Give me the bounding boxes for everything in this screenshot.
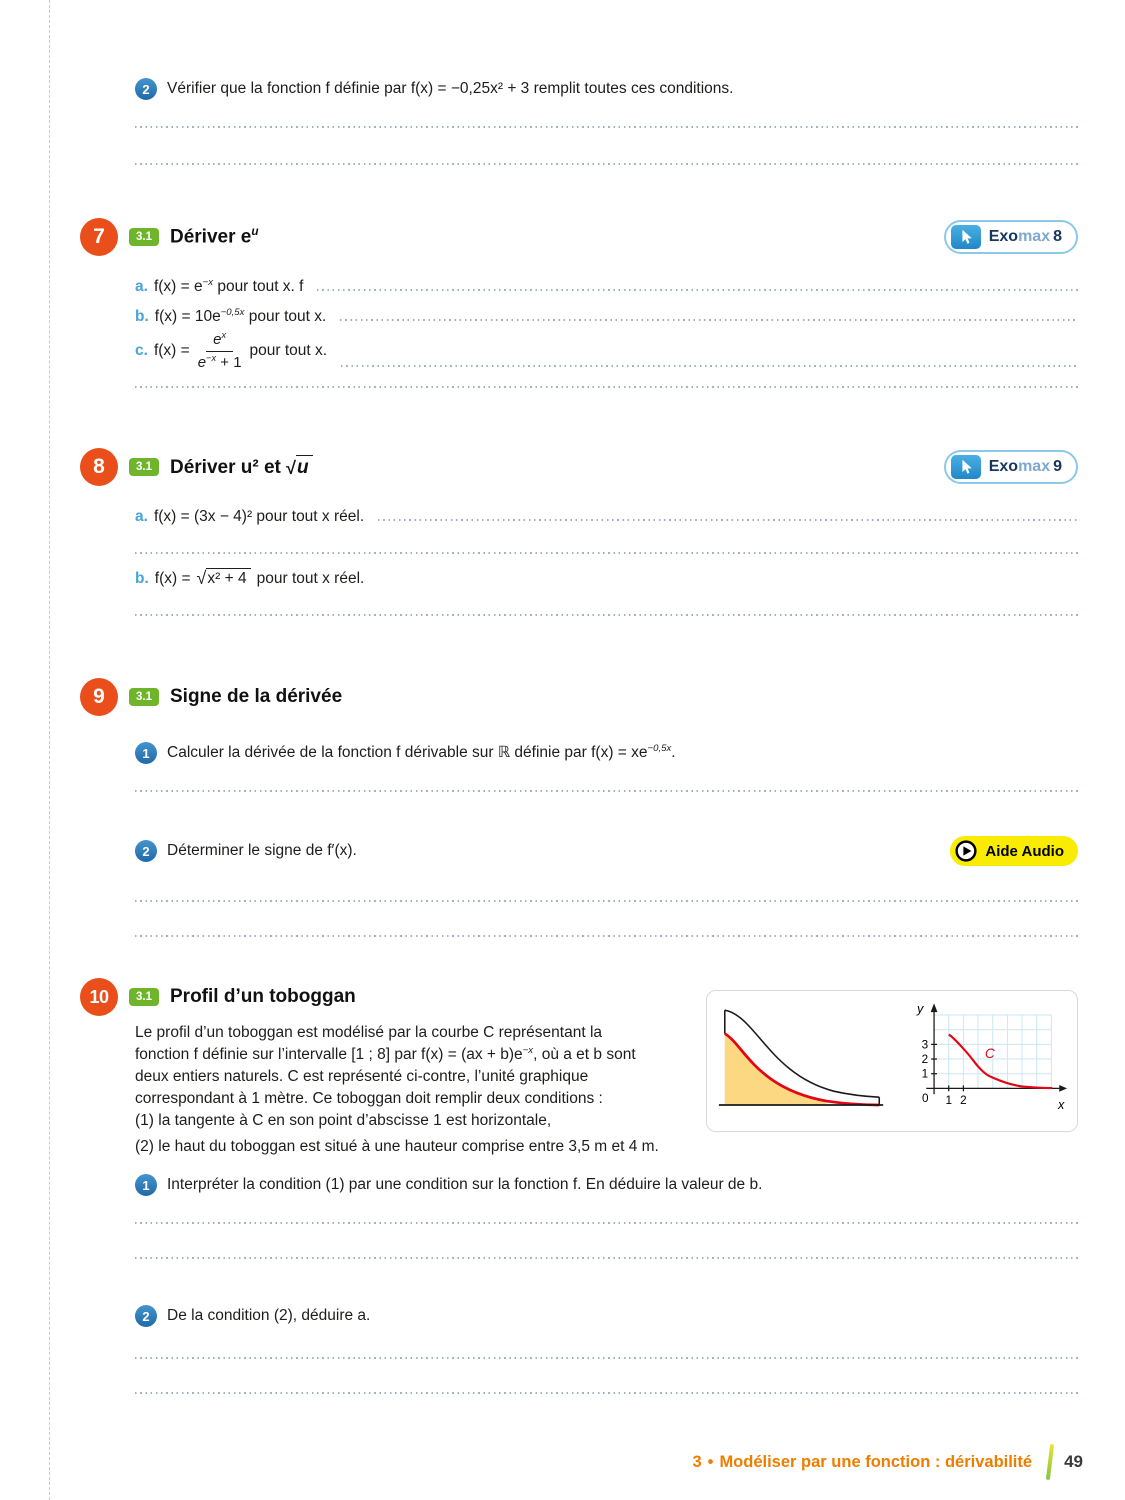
page-footer	[692, 1444, 1083, 1480]
y-tick-3: 3	[921, 1038, 929, 1052]
formula: $f(x) = 10e^{-0,5x}$ pour tout x.	[154, 306, 327, 325]
question-row	[135, 742, 1078, 764]
formula-line-a	[135, 508, 1078, 526]
question-number-bullet: 2	[135, 840, 157, 862]
formula: f(x) = (3x − 4)² pour tout x réel.	[153, 508, 365, 525]
x-tick-1: 1	[945, 1094, 953, 1108]
exercise-title	[170, 225, 259, 248]
question-row	[135, 836, 1078, 866]
item-letter: a.	[135, 278, 148, 295]
page-margin-rule	[49, 0, 50, 1500]
curve-plot	[893, 997, 1069, 1125]
answer-line	[340, 319, 1078, 321]
question-number-bullet: 2	[135, 1305, 157, 1327]
skill-badge: 3.1	[129, 988, 159, 1007]
condition-2: (2) le haut du toboggan est situé à une hauteur comprise entre 3,5 m et 4 m.	[135, 1138, 659, 1155]
formula-line-c	[135, 330, 1078, 372]
exomax-label: Exomax 9	[988, 458, 1062, 475]
exercise-7	[80, 218, 1078, 388]
question-text: Vérifier que la fonction f définie par f(x) = −0,25x² + 3 remplit toutes ces conditions.	[167, 80, 734, 97]
top-question-section	[135, 78, 1078, 165]
answer-line	[135, 1222, 1078, 1224]
footer-chapter-number: 3	[692, 1452, 702, 1471]
exercise-9	[80, 678, 1078, 937]
answer-line	[135, 386, 1078, 388]
fraction-numerator: $e^x$	[206, 330, 233, 352]
x-axis-label: x	[1058, 1097, 1065, 1112]
answer-line	[135, 790, 1078, 792]
exomax-button[interactable]	[944, 220, 1078, 254]
answer-line	[135, 614, 1078, 616]
title-sqrt: √ u	[286, 455, 313, 479]
item-letter: c.	[135, 342, 148, 359]
answer-line	[341, 365, 1078, 367]
answer-line	[135, 163, 1078, 165]
formula-line-b	[135, 308, 1078, 326]
exercise-title-sup: u	[251, 225, 259, 239]
answer-line	[135, 900, 1078, 902]
answer-line	[135, 126, 1078, 128]
exercise-title: Dériver u² et √ u	[170, 455, 313, 479]
footer-separator: •	[707, 1452, 714, 1471]
exercise-number: 9	[80, 678, 118, 716]
answer-line	[317, 289, 1078, 291]
skill-badge: 3.1	[129, 228, 159, 247]
question-text: Déterminer le signe de f′(x).	[167, 842, 357, 859]
exercise-number: 8	[80, 448, 118, 486]
question-text: Interpréter la condition (1) par une condition sur la fonction f. En déduire la valeur de b.	[167, 1176, 763, 1193]
x-tick-2: 2	[960, 1094, 967, 1108]
exomax-tablet-icon	[951, 455, 981, 479]
question-row	[135, 1174, 1078, 1196]
skill-badge: 3.1	[129, 458, 159, 477]
footer-chapter-title: Modéliser par une fonction : dérivabilité	[719, 1452, 1033, 1471]
answer-line	[135, 935, 1078, 937]
exercise-8	[80, 448, 1078, 616]
page-number: 49	[1064, 1452, 1083, 1471]
answer-line	[135, 552, 1078, 554]
toboggan-drawing	[715, 1001, 889, 1121]
exomax-label: Exomax 8	[988, 228, 1062, 245]
exercise-title: Signe de la dérivée	[170, 686, 343, 707]
exercise-header	[80, 678, 1078, 716]
play-icon	[954, 839, 978, 863]
footer-accent-bar	[1046, 1444, 1054, 1480]
question-row	[135, 78, 1078, 100]
answer-line	[378, 519, 1078, 521]
formula-prefix: f(x) =	[154, 570, 191, 587]
answer-line	[135, 1392, 1078, 1394]
exercise-header	[80, 218, 1078, 256]
question-text: Calculer la dérivée de la fonction f dérivable sur ℝ définie par $f(x) = xe^{-0,5x}$.	[167, 742, 676, 761]
question-number-bullet: 1	[135, 742, 157, 764]
exercise-10	[80, 978, 1078, 1394]
y-tick-2: 2	[921, 1052, 929, 1066]
formula-line-a	[135, 278, 1078, 296]
formula: $f(x) = e^{-x}$ pour tout x. f	[153, 276, 304, 295]
item-letter: b.	[135, 308, 149, 325]
formula-suffix: pour tout x.	[249, 342, 328, 359]
formula-suffix: pour tout x réel.	[256, 570, 365, 587]
hand-cursor-icon	[957, 228, 975, 246]
origin-label: 0	[922, 1092, 929, 1106]
exercise-number: 10	[80, 978, 118, 1016]
question-text: De la condition (2), déduire a.	[167, 1307, 371, 1324]
fraction	[198, 330, 242, 372]
answer-line	[135, 1357, 1078, 1359]
question-number-bullet: 2	[135, 78, 157, 100]
hand-cursor-icon	[957, 458, 975, 476]
formula-prefix: f(x) =	[153, 342, 190, 359]
fraction-denominator: $e^{-x} + 1$	[197, 352, 242, 371]
item-letter: b.	[135, 570, 149, 587]
figure-panel	[706, 990, 1078, 1132]
condition-1: (1) la tangente à C en son point d’abscisse 1 est horizontale,	[135, 1112, 552, 1129]
exercise-header	[80, 448, 1078, 486]
square-root: √ x² + 4	[197, 568, 251, 588]
answer-line	[135, 1257, 1078, 1259]
question-number-bullet: 1	[135, 1174, 157, 1196]
y-axis-label: y	[916, 1002, 924, 1017]
question-row	[135, 1305, 1078, 1327]
skill-badge: 3.1	[129, 688, 159, 707]
exomax-button[interactable]	[944, 450, 1078, 484]
exercise-statement: Le profil d’un toboggan est modélisé par la courbe C représentant la fonction f définie sur l’intervalle [1 ; 8] par $f(x) = (ax + b)e^{-x}$, où a et b sont deux entiers naturels. C est représenté ci-contre, l’unité graphique correspondant à 1 mètre. Ce toboggan doit remplir deux conditions :	[135, 1024, 636, 1107]
item-letter: a.	[135, 508, 148, 525]
curve-label: C	[984, 1046, 995, 1062]
exercise-number: 7	[80, 218, 118, 256]
formula-line-b	[135, 568, 1078, 588]
y-tick-1: 1	[921, 1067, 929, 1081]
exercise-title: Profil d’un toboggan	[170, 986, 356, 1007]
exomax-tablet-icon	[951, 225, 981, 249]
aide-audio-button[interactable]	[950, 836, 1078, 866]
aide-audio-label: Aide Audio	[985, 842, 1064, 860]
exercise-title-text: Dériver e	[170, 226, 252, 248]
